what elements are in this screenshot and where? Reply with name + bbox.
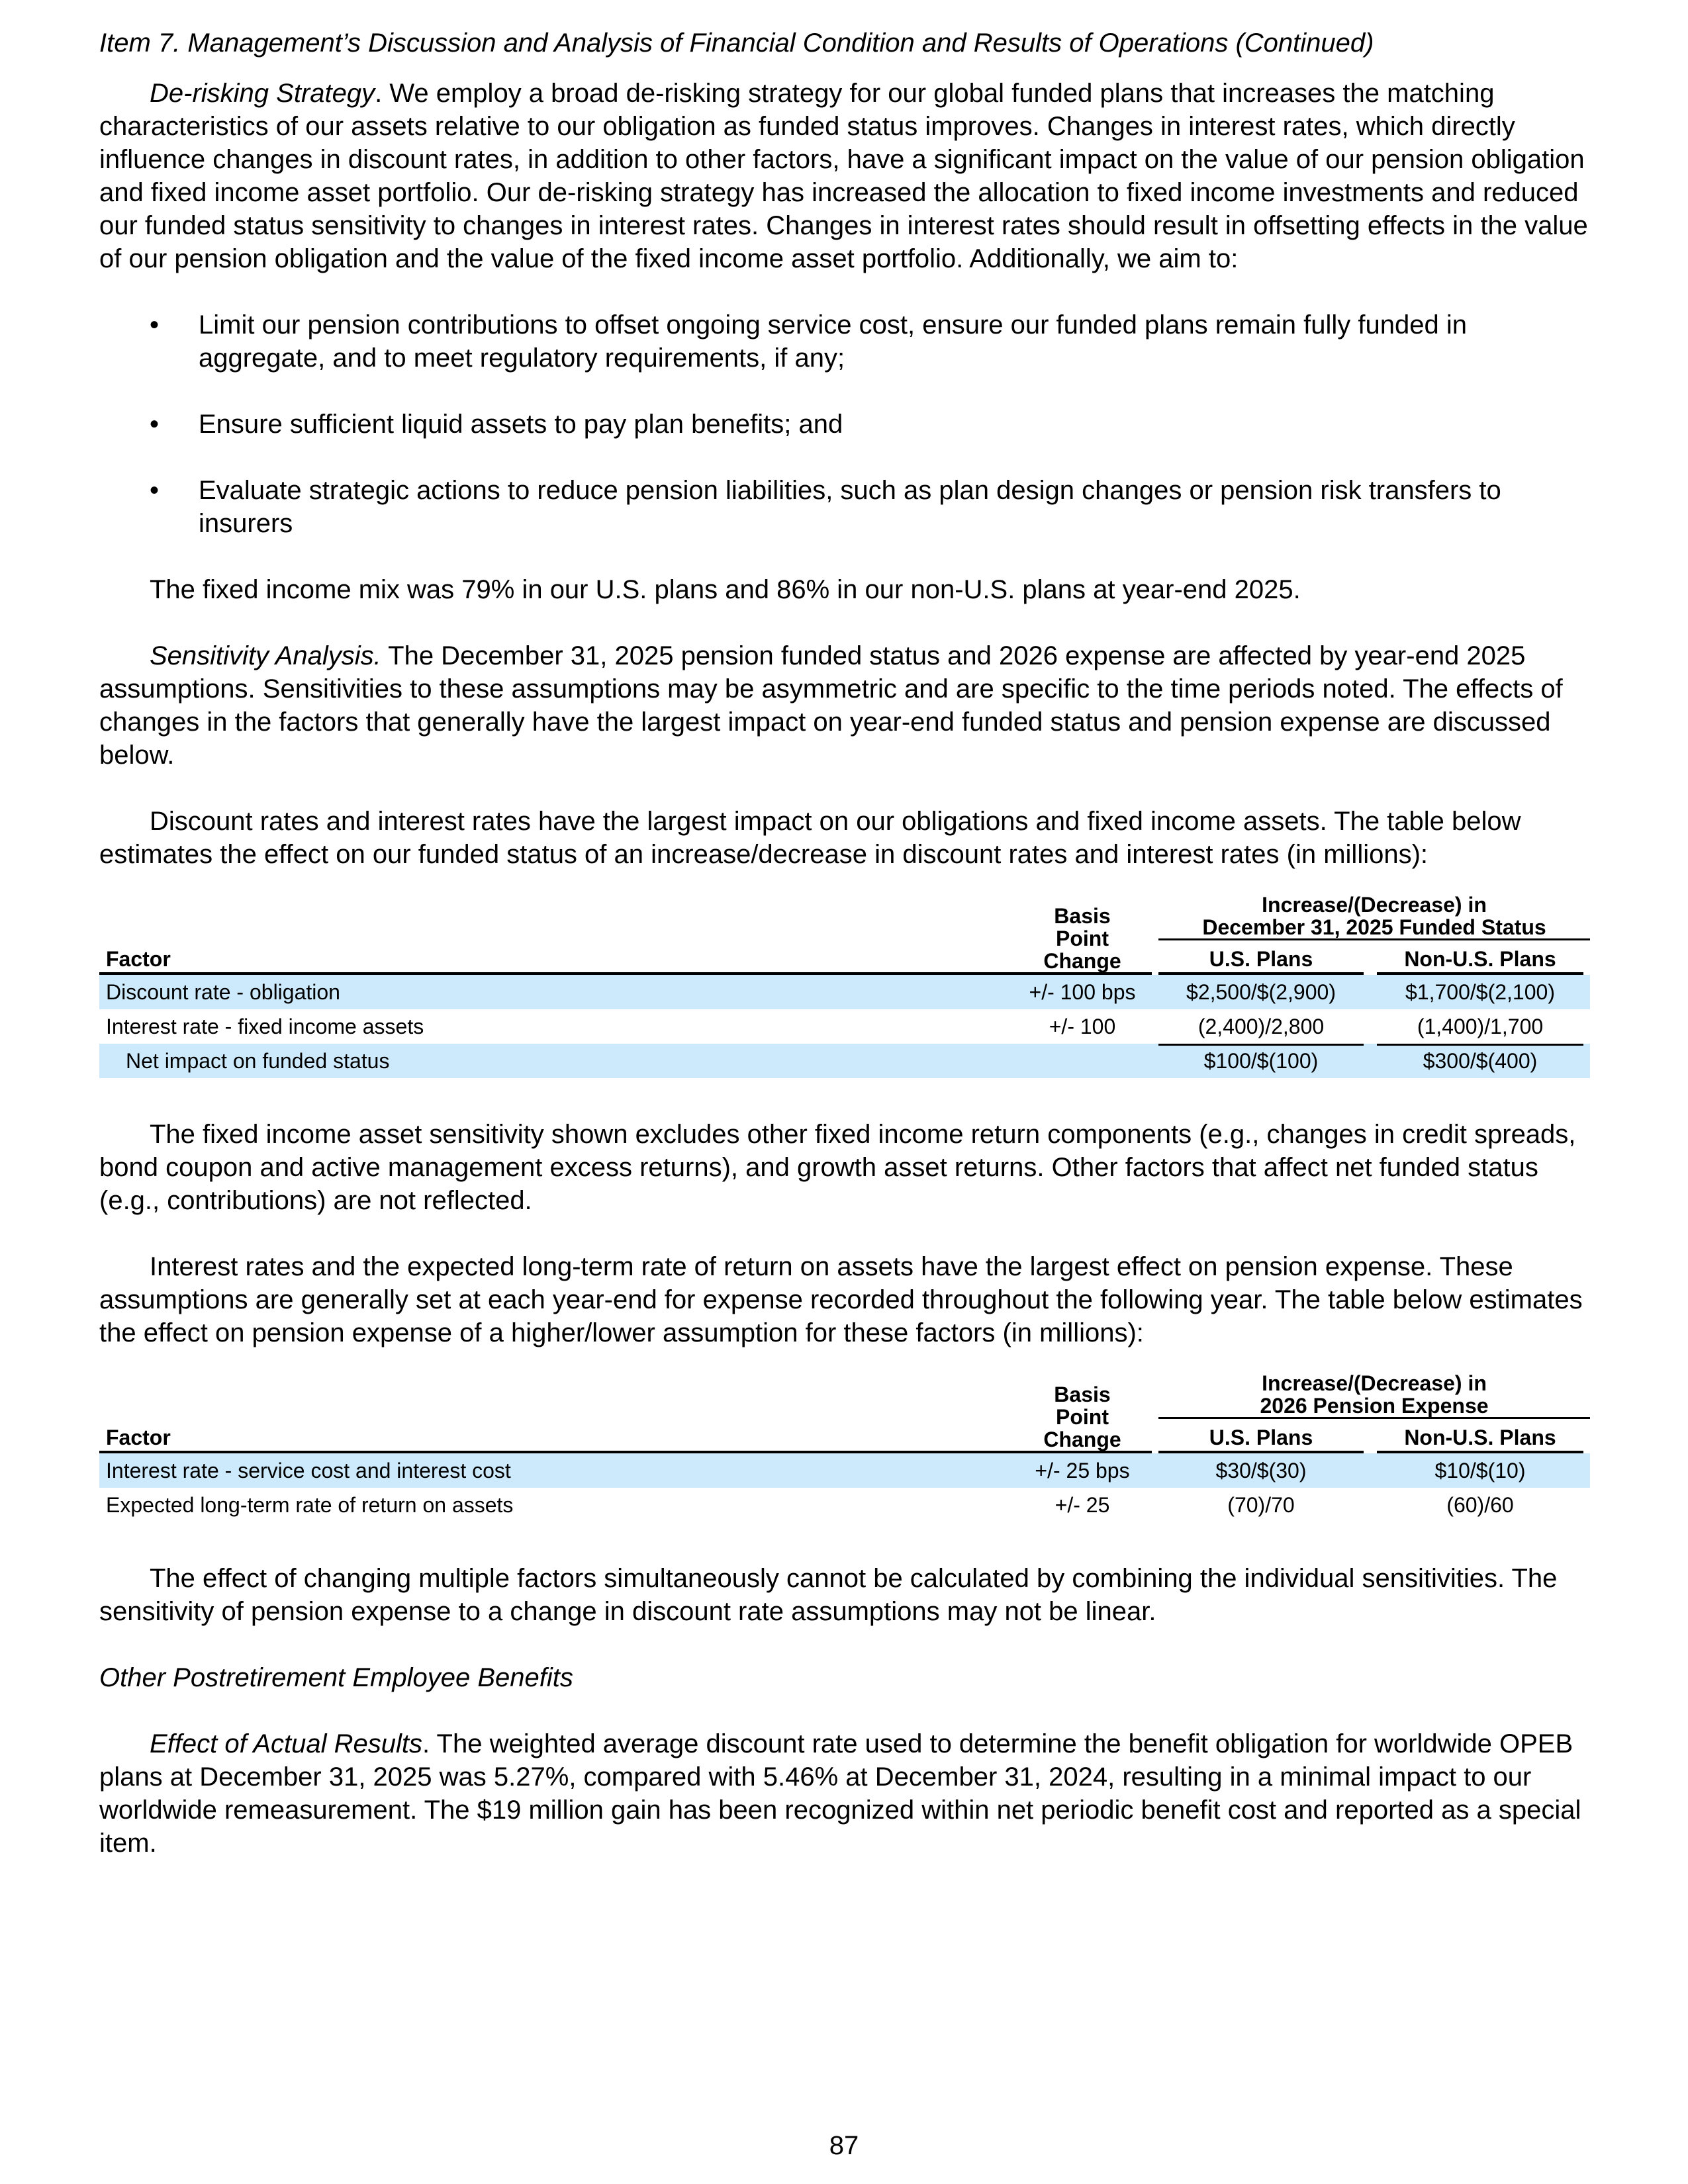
column-header-basis-point-change: Basis Point Change — [1013, 1372, 1152, 1453]
column-header-basis-point-change: Basis Point Change — [1013, 893, 1152, 975]
row-factor: Expected long-term rate of return on assets — [106, 1493, 514, 1517]
row-basis: +/- 100 bps — [1013, 975, 1152, 1009]
pension-expense-sensitivity-table — [99, 1372, 1590, 1522]
actual-results-lead: Effect of Actual Results — [150, 1729, 423, 1758]
column-group-header-funded-status: Increase/(Decrease) in December 31, 2025 Funded Status — [1152, 893, 1590, 943]
bullet-item: • Ensure sufficient liquid assets to pay plan benefits; and — [99, 408, 1590, 441]
derisking-text: . We employ a broad de-risking strategy for our global funded plans that increases the matching characteristics of our assets relative to our obligation as funded status improves. Changes in interest rates, which directly influence changes in discount rates, in addition to other factors, have a significant impact on the value of our pension obligation and fixed income asset portfolio. Our de-risking strategy has increased the allocation to fixed income investments and reduced our funded status sensitivity to changes in interest rates. Changes in interest rates should result in offsetting effects in the value of our pension obligation and the value of the fixed income asset portfolio. Additionally, we aim to: — [99, 79, 1588, 273]
multiple-factors-paragraph: The effect of changing multiple factors simultaneously cannot be calculated by combining the individual sensitivities. The sensitivity of pension expense to a change in discount rate assumptions may not be linear. — [99, 1564, 1558, 1626]
row-factor: Discount rate - obligation — [99, 975, 1013, 1009]
sensitivity-paragraph — [99, 639, 1590, 772]
bullet-icon: • — [150, 310, 160, 340]
row-basis: +/- 25 — [1055, 1493, 1110, 1517]
sensitivity-text: The December 31, 2025 pension funded status and 2026 expense are affected by year-end 2025 assumptions. Sensitivities to these assumptions may be asymmetric and are specific to the time periods noted. The effects of changes in the factors that generally have the largest impact on year-end funded status and pension expense are discussed below. — [99, 641, 1563, 770]
actual-results-text: . The weighted average discount rate used to determine the benefit obligation for worldwide OPEB plans at December 31, 2025 was 5.27%, compared with 5.46% at December 31, 2024, resulting in a minimal impact to our worldwide remeasurement. The $19 million gain has been recognized within net periodic benefit cost and reported as a special item. — [99, 1729, 1581, 1858]
row-basis — [1013, 1044, 1152, 1078]
table-row — [99, 1488, 1590, 1522]
column-group-header-pension-expense: Increase/(Decrease) in 2026 Pension Expense — [1152, 1372, 1590, 1422]
fixed-income-mix-paragraph: The fixed income mix was 79% in our U.S. plans and 86% in our non-U.S. plans at year-end 2025. — [150, 575, 1301, 604]
funded-status-sensitivity-table — [99, 893, 1590, 1078]
interest-intro-paragraph: Interest rates and the expected long-term rate of return on assets have the largest effect on pension expense. These assumptions are generally set at each year-end for expense recorded throughout the following year. The table below estimates the effect on pension expense of a higher/lower assumption for these factors (in millions): — [99, 1252, 1583, 1347]
row-non-us-plans: $300/$(400) — [1370, 1044, 1590, 1078]
table-row-total — [99, 1044, 1590, 1078]
row-us-plans: (2,400)/2,800 — [1197, 1015, 1325, 1038]
bullet-item: • Limit our pension contributions to offset ongoing service cost, ensure our funded plans remain fully funded in aggregate, and to meet regulatory requirements, if any; — [99, 308, 1590, 375]
row-us-plans: $100/$(100) — [1152, 1044, 1370, 1078]
bullet-icon: • — [150, 476, 160, 505]
bullet-item: • Evaluate strategic actions to reduce pension liabilities, such as plan design changes or pension risk transfers to insurers — [99, 474, 1590, 540]
column-header-non-us-plans: Non-U.S. Plans — [1370, 943, 1590, 975]
row-basis: +/- 100 — [1049, 1015, 1116, 1038]
derisking-paragraph — [99, 77, 1590, 275]
row-factor: Net impact on funded status — [99, 1044, 1013, 1078]
row-non-us-plans: $10/$(10) — [1370, 1453, 1590, 1488]
column-header-factor: Factor — [99, 1372, 1013, 1453]
item-heading: Item 7. Management’s Discussion and Analysis of Financial Condition and Results of Operations (Continued) — [99, 28, 1374, 58]
actual-results-paragraph — [99, 1727, 1590, 1860]
table-row — [99, 1453, 1590, 1488]
aim-bullet-list — [99, 308, 1590, 540]
opeb-heading: Other Postretirement Employee Benefits — [99, 1663, 573, 1692]
fixed-income-excludes-paragraph: The fixed income asset sensitivity shown excludes other fixed income return components (e.g., changes in credit spreads, bond coupon and active management excess returns), and growth asset returns. Other factors that affect net funded status (e.g., contributions) are not reflected. — [99, 1120, 1576, 1215]
column-header-factor: Factor — [99, 893, 1013, 975]
row-non-us-plans: $1,700/$(2,100) — [1370, 975, 1590, 1009]
row-us-plans: (70)/70 — [1227, 1493, 1295, 1517]
row-non-us-plans: (1,400)/1,700 — [1417, 1015, 1544, 1038]
bullet-icon: • — [150, 410, 160, 439]
table-row — [99, 1009, 1590, 1044]
column-header-us-plans: U.S. Plans — [1152, 1422, 1370, 1453]
derisking-lead: De-risking Strategy — [150, 79, 375, 108]
row-factor: Interest rate - fixed income assets — [106, 1015, 424, 1038]
row-non-us-plans: (60)/60 — [1446, 1493, 1514, 1517]
document-page — [99, 26, 1590, 1860]
row-basis: +/- 25 bps — [1013, 1453, 1152, 1488]
column-header-us-plans: U.S. Plans — [1152, 943, 1370, 975]
page-number: 87 — [829, 2131, 859, 2160]
row-factor: Interest rate - service cost and interest cost — [99, 1453, 1013, 1488]
column-header-non-us-plans: Non-U.S. Plans — [1370, 1422, 1590, 1453]
row-us-plans: $2,500/$(2,900) — [1152, 975, 1370, 1009]
row-us-plans: $30/$(30) — [1152, 1453, 1370, 1488]
table-row — [99, 975, 1590, 1009]
sensitivity-lead: Sensitivity Analysis. — [150, 641, 381, 670]
discount-intro-paragraph: Discount rates and interest rates have the largest impact on our obligations and fixed income assets. The table below estimates the effect on our funded status of an increase/decrease in discount rates and interest rates (in millions): — [99, 807, 1521, 869]
